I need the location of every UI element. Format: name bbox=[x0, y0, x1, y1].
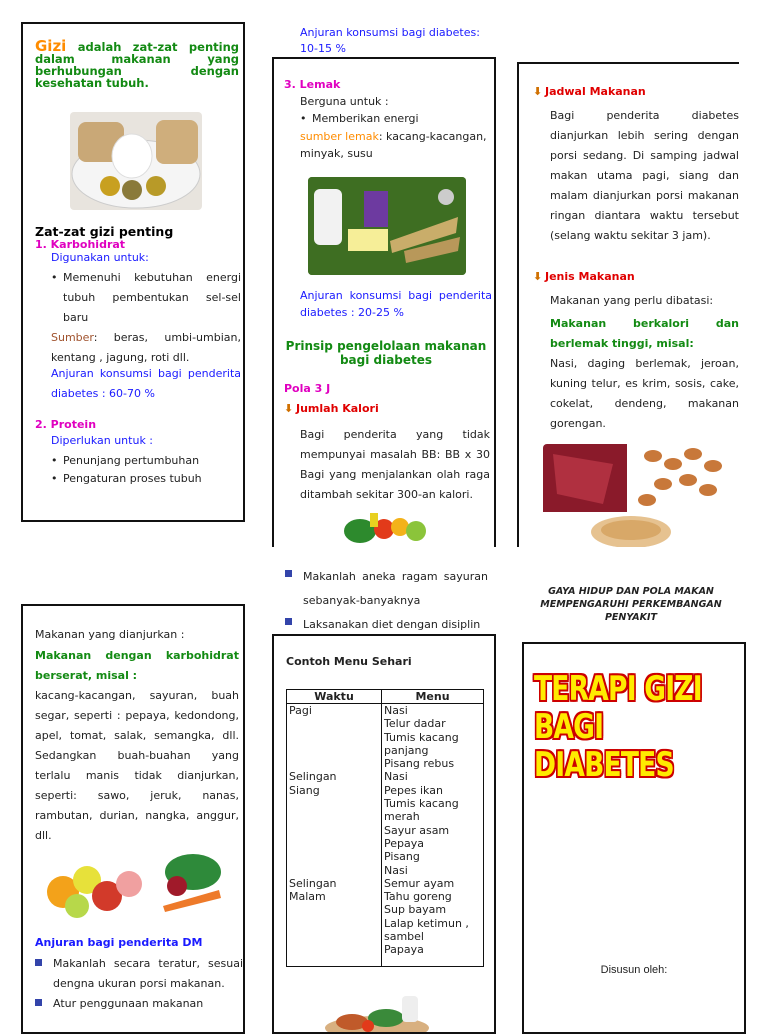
lemak-title: 3. Lemak bbox=[284, 78, 341, 91]
karbohidrat-bullet: • Memenuhi kebutuhan energi tubuh pembentukan sel-sel baru bbox=[51, 268, 241, 328]
jenis-text: Nasi, daging berlemak, jeroan, kuning telur, es krim, sosis, cake, cokelat, dendeng, makanan gorengan. bbox=[550, 357, 739, 430]
gizi-word: Gizi bbox=[35, 37, 67, 55]
panel-menu bbox=[272, 634, 496, 1034]
arrow-down-icon: ⬇ bbox=[533, 270, 543, 283]
jadwal-heading bbox=[533, 85, 646, 98]
food-image-meal bbox=[322, 992, 432, 1034]
jumlah-text: Bagi penderita yang tidak mempunyai masalah BB: BB x 30 Bagi yang menjalankan olah raga ditambah sekitar 300-an kalori. bbox=[300, 428, 490, 501]
prinsip-title: Prinsip pengelolaan makanan bagi diabetes bbox=[285, 339, 487, 367]
protein-bullet: • Penunjang pertumbuhan bbox=[51, 452, 241, 470]
panel-jadwal bbox=[517, 62, 739, 547]
protein-anjuran: Anjuran konsumsi bagi diabetes: 10-15 % bbox=[300, 26, 480, 55]
lemak-bullet: • Memberikan energi bbox=[300, 112, 490, 125]
lemak-bullets bbox=[300, 112, 490, 125]
saran-item: Makanlah aneka ragam sayuran sebanyak-banyaknya bbox=[285, 565, 488, 613]
jumlah-heading bbox=[284, 402, 379, 415]
cover-title-line1: TERAPI GIZI bbox=[534, 669, 702, 709]
anjuran-dm-item: Makanlah secara teratur, sesuai dengna ukuran porsi makanan. bbox=[35, 954, 243, 994]
panel-gizi bbox=[21, 22, 245, 522]
dianjurkan-text: kacang-kacangan, sayuran, buah segar, seperti : pepaya, kedondong, apel, tomat, salak, semangka, dll. Sedangkan buah-buahan yang terlalu manis tidak dianjurkan, seperti: sawo, jeruk, nanas, rambutan, durian, nangka, anggur, dll. bbox=[35, 689, 239, 842]
menu-title: Contoh Menu Sehari bbox=[286, 655, 412, 668]
jumlah-title: Jumlah Kalori bbox=[296, 402, 379, 415]
anjuran-dm-item: Atur penggunaan makanan bbox=[35, 994, 243, 1014]
dianjurkan-intro: Makanan yang dianjurkan : bbox=[35, 628, 185, 641]
jadwal-text: Bagi penderita diabetes dianjurkan lebih sering dengan porsi sedang. Di samping jadwal makan utama pagi, siang dan malam dianjurkan porsi makanan ringan diantara waktu tersebut (selang waktu sekitar 3 jam). bbox=[550, 109, 739, 242]
karbohidrat-bullets bbox=[51, 268, 241, 328]
protein-needed: Diperlukan untuk : bbox=[51, 434, 154, 447]
cover-title-line2: BAGI DIABETES bbox=[534, 707, 674, 785]
lemak-anjuran: Anjuran konsumsi bagi penderita diabetes : 20-25 % bbox=[300, 289, 492, 319]
arrow-down-icon: ⬇ bbox=[284, 402, 294, 415]
sumber-label: Sumber bbox=[51, 331, 94, 344]
lemak-sumber-label: sumber lemak bbox=[300, 130, 379, 143]
protein-title: 2. Protein bbox=[35, 418, 97, 431]
arrow-down-icon: ⬇ bbox=[533, 85, 543, 98]
food-image-fruits-veggies bbox=[43, 850, 227, 920]
protein-bullets bbox=[51, 452, 241, 488]
food-image-fruits bbox=[340, 505, 430, 545]
food-image-fats bbox=[308, 177, 466, 275]
menu-table bbox=[286, 689, 484, 967]
karbohidrat-used: Digunakan untuk: bbox=[51, 251, 149, 264]
panel-lemak bbox=[272, 57, 496, 547]
menu-waktu-cell: Pagi Selingan Siang Selingan Malam bbox=[287, 704, 382, 967]
menu-menu-cell: Nasi Telur dadar Tumis kacang panjang Pisang rebus Nasi Pepes ikan Tumis kacang merah Sayur asam Pepaya Pisang Nasi Semur ayam Tahu goreng Sup bayam Lalap ketimun , sambel Papaya bbox=[382, 704, 484, 967]
cover-title bbox=[534, 670, 746, 784]
lemak-sumber-text: : kacang-kacangan, minyak, susu bbox=[300, 130, 487, 160]
karbohidrat-sumber bbox=[51, 328, 241, 368]
anjuran-dm-title: Anjuran bagi penderita DM bbox=[35, 936, 203, 949]
panel-dianjurkan bbox=[21, 604, 245, 1034]
jenis-highlight: Makanan berkalori dan berlemak tinggi, misal: bbox=[550, 317, 739, 350]
lemak-sumber bbox=[300, 128, 492, 162]
food-image-meat-nuts bbox=[543, 444, 723, 547]
author-label: Disusun oleh: bbox=[600, 964, 668, 976]
protein-bullet: • Pengaturan proses tubuh bbox=[51, 470, 241, 488]
gizi-intro bbox=[35, 37, 239, 90]
karbohidrat-anjuran: Anjuran konsumsi bagi penderita diabetes : 60-70 % bbox=[51, 367, 241, 400]
saran-item: Laksanakan diet dengan disiplin bbox=[285, 613, 488, 637]
sumber-text: : beras, umbi-umbian, kentang , jagung, roti dll. bbox=[51, 331, 241, 364]
lemak-used: Berguna untuk : bbox=[300, 95, 389, 108]
food-image-bread-egg bbox=[70, 112, 202, 210]
anjuran-dm-list bbox=[35, 954, 243, 1014]
jenis-heading bbox=[533, 270, 635, 283]
karbohidrat-title: 1. Karbohidrat bbox=[35, 238, 126, 251]
pola-label: Pola 3 J bbox=[284, 382, 331, 395]
jenis-title: Jenis Makanan bbox=[545, 270, 635, 283]
jenis-intro: Makanan yang perlu dibatasi: bbox=[550, 294, 714, 307]
zat-heading: Zat-zat gizi penting bbox=[35, 224, 174, 239]
jadwal-title: Jadwal Makanan bbox=[545, 85, 646, 98]
gizi-definition: adalah zat-zat penting dalam makanan yang berhubungan dengan kesehatan tubuh. bbox=[35, 40, 239, 90]
menu-header-menu: Menu bbox=[382, 690, 484, 704]
dianjurkan-highlight: Makanan dengan karbohidrat berserat, misal : bbox=[35, 649, 239, 682]
saran-list bbox=[285, 565, 488, 637]
panel-cover bbox=[522, 642, 746, 1034]
menu-header-waktu: Waktu bbox=[287, 690, 382, 704]
cover-tagline: GAYA HIDUP DAN POLA MAKAN MEMPENGARUHI PERKEMBANGAN PENYAKIT bbox=[540, 586, 722, 623]
